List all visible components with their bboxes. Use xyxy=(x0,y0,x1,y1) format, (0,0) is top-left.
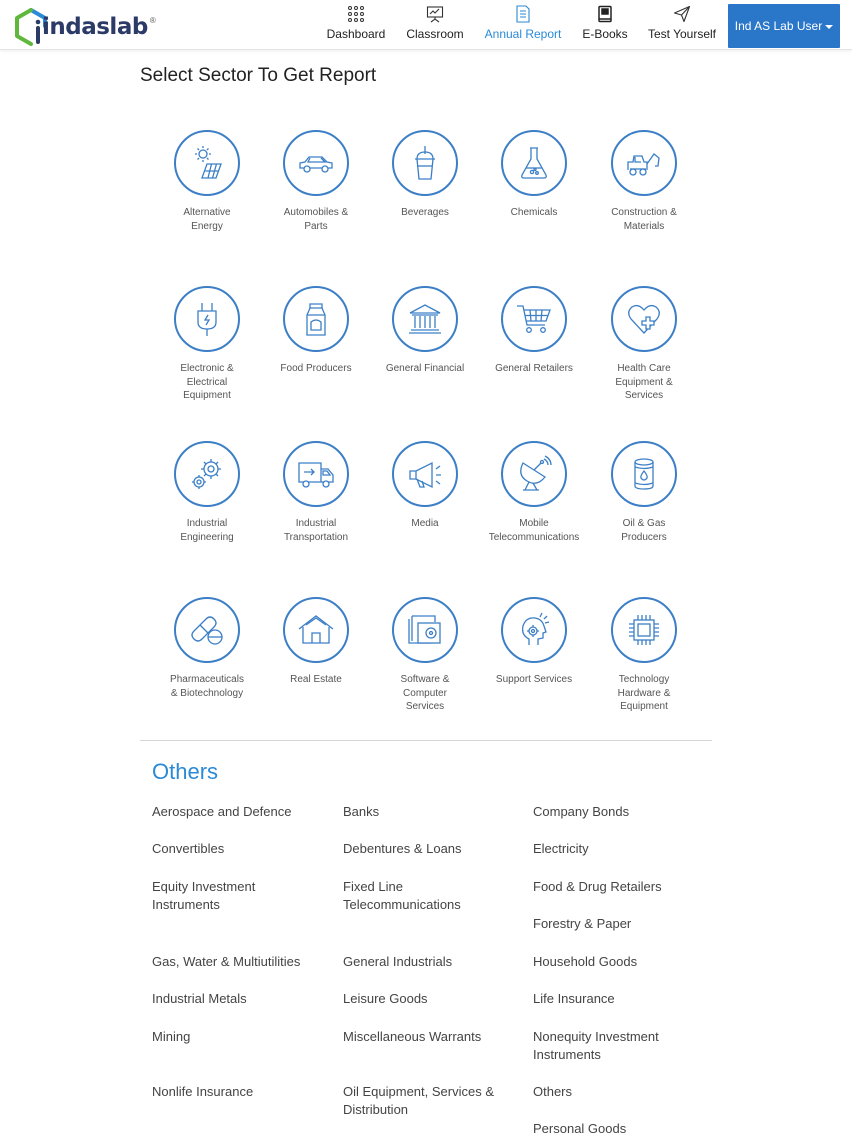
other-sector-link[interactable]: General Industrials xyxy=(343,954,453,969)
sector-label: Media xyxy=(411,518,439,529)
sector-icon-circle xyxy=(174,286,240,352)
other-sector-link[interactable]: Miscellaneous Warrants xyxy=(343,1029,482,1044)
pills-icon xyxy=(188,611,226,649)
sector-icon-circle xyxy=(611,286,677,352)
microchip-icon xyxy=(625,611,663,649)
sector-label: Food Producers xyxy=(280,363,352,374)
nav-label: E-Books xyxy=(582,27,628,41)
other-sector-link[interactable]: Mining xyxy=(152,1029,191,1044)
house-icon xyxy=(297,611,335,649)
drink-cup-icon xyxy=(406,144,444,182)
sector-icon-circle xyxy=(611,597,677,663)
grid-icon xyxy=(347,5,365,23)
sector-label: Oil & Gas Producers xyxy=(621,518,667,543)
sector-icon-circle xyxy=(392,286,458,352)
sector-label: Beverages xyxy=(401,207,449,218)
sector-icon-circle xyxy=(283,286,349,352)
registered-mark: ® xyxy=(149,16,156,25)
other-sector-link[interactable]: Company Bonds xyxy=(533,804,630,819)
nav-label: Test Yourself xyxy=(647,27,717,41)
sector-label: Industrial Transportation xyxy=(283,518,349,543)
satellite-dish-icon xyxy=(515,455,553,493)
sector-icon-circle xyxy=(501,597,567,663)
sector-label: Technology Hardware & Equipment xyxy=(617,674,671,712)
sector-technology-hardware[interactable] xyxy=(584,597,704,714)
sector-label: Automobiles & Parts xyxy=(283,207,349,232)
sector-industrial-transportation[interactable] xyxy=(256,441,376,544)
other-sector-link[interactable]: Aerospace and Defence xyxy=(152,804,292,819)
nav-label: Annual Report xyxy=(484,27,562,41)
bank-building-icon xyxy=(406,300,444,338)
sector-label: Construction & Materials xyxy=(611,207,677,232)
sector-label: Software & Computer Services xyxy=(400,674,450,712)
other-sector-link[interactable]: Nonequity Investment Instruments xyxy=(533,1029,659,1062)
sector-software-computer[interactable] xyxy=(365,597,485,714)
sector-icon-circle xyxy=(174,130,240,196)
sector-food-producers[interactable] xyxy=(256,286,376,376)
sector-electronic-electrical[interactable] xyxy=(147,286,267,403)
sector-label: General Financial xyxy=(385,363,465,374)
sector-icon-circle xyxy=(283,597,349,663)
other-sector-link[interactable]: Debentures & Loans xyxy=(343,841,462,856)
other-sector-link[interactable]: Forestry & Paper xyxy=(533,916,632,931)
other-sector-link[interactable]: Oil Equipment, Services & Distribution xyxy=(343,1084,495,1117)
sector-label: Mobile Telecommunications xyxy=(488,518,580,543)
sector-label: Electronic & Electrical Equipment xyxy=(180,363,234,401)
sector-icon-circle xyxy=(283,441,349,507)
other-sector-link[interactable]: Electricity xyxy=(533,841,589,856)
other-sector-link[interactable]: Convertibles xyxy=(152,841,225,856)
others-heading: Others xyxy=(152,759,219,784)
other-sector-link[interactable]: Life Insurance xyxy=(533,991,615,1006)
megaphone-icon xyxy=(406,455,444,493)
sector-construction-materials[interactable] xyxy=(584,130,704,233)
brand-logo[interactable] xyxy=(14,8,156,46)
sector-support-services[interactable] xyxy=(474,597,594,687)
sector-label: Alternative Energy xyxy=(183,207,231,232)
sector-media[interactable] xyxy=(365,441,485,531)
flask-icon xyxy=(515,144,553,182)
sector-oil-gas[interactable] xyxy=(584,441,704,544)
other-sector-link[interactable]: Leisure Goods xyxy=(343,991,428,1006)
sector-health-care[interactable] xyxy=(584,286,704,403)
book-icon xyxy=(596,5,614,23)
sector-icon-circle xyxy=(392,441,458,507)
top-navbar xyxy=(0,0,852,50)
presentation-icon xyxy=(426,5,444,23)
sector-mobile-telecom[interactable] xyxy=(474,441,594,544)
sector-beverages[interactable] xyxy=(365,130,485,220)
sector-icon-circle xyxy=(611,130,677,196)
sector-general-financial[interactable] xyxy=(365,286,485,376)
sector-label: Chemicals xyxy=(510,207,558,218)
nav-classroom[interactable] xyxy=(404,0,466,50)
nav-annual-report[interactable] xyxy=(482,0,564,50)
nav-ebooks[interactable] xyxy=(580,0,630,50)
delivery-truck-icon xyxy=(297,455,335,493)
section-divider xyxy=(140,740,712,741)
caret-down-icon xyxy=(825,25,833,29)
sector-icon-circle xyxy=(283,130,349,196)
sector-icon-circle xyxy=(501,130,567,196)
other-sector-link[interactable]: Equity Investment Instruments xyxy=(152,879,256,912)
nav-label: Classroom xyxy=(406,27,464,41)
paper-plane-icon xyxy=(673,5,691,23)
other-sector-link[interactable]: Industrial Metals xyxy=(152,991,247,1006)
page-title: Select Sector To Get Report xyxy=(140,65,377,86)
sector-icon-circle xyxy=(174,597,240,663)
gears-icon xyxy=(188,455,226,493)
sector-alternative-energy[interactable] xyxy=(147,130,267,233)
other-sector-link[interactable]: Household Goods xyxy=(533,954,638,969)
car-icon xyxy=(297,144,335,182)
sector-icon-circle xyxy=(392,597,458,663)
sector-label: Health Care Equipment & Services xyxy=(615,363,673,401)
other-sector-link[interactable]: Personal Goods xyxy=(533,1121,627,1136)
plug-icon xyxy=(188,300,226,338)
nav-test-yourself[interactable] xyxy=(646,0,718,50)
support-head-icon xyxy=(515,611,553,649)
other-sector-link[interactable]: Nonlife Insurance xyxy=(152,1084,254,1099)
user-menu-button[interactable] xyxy=(728,4,840,48)
sector-pharmaceuticals[interactable] xyxy=(147,597,267,700)
sector-icon-circle xyxy=(611,441,677,507)
solar-panel-icon xyxy=(188,144,226,182)
nav-label: Dashboard xyxy=(326,27,386,41)
sector-automobiles-parts[interactable] xyxy=(256,130,376,233)
other-sector-link[interactable]: Others xyxy=(533,1084,573,1099)
user-name: Ind AS Lab User xyxy=(734,19,823,33)
sector-real-estate[interactable] xyxy=(256,597,376,687)
sector-label: General Retailers xyxy=(495,363,573,374)
sector-icon-circle xyxy=(501,441,567,507)
other-sector-link[interactable]: Gas, Water & Multiutilities xyxy=(152,954,301,969)
excavator-icon xyxy=(625,144,663,182)
software-disc-icon xyxy=(406,611,444,649)
document-icon xyxy=(514,5,532,23)
nav-dashboard[interactable] xyxy=(324,0,388,50)
oil-barrel-icon xyxy=(625,455,663,493)
sector-industrial-engineering[interactable] xyxy=(147,441,267,544)
sector-label: Real Estate xyxy=(290,674,342,685)
heart-plus-icon xyxy=(625,300,663,338)
other-sector-link[interactable]: Fixed Line Telecommunications xyxy=(343,879,461,912)
sector-icon-circle xyxy=(174,441,240,507)
sector-label: Support Services xyxy=(495,674,573,685)
sector-chemicals[interactable] xyxy=(474,130,594,220)
sector-general-retailers[interactable] xyxy=(474,286,594,376)
sector-icon-circle xyxy=(501,286,567,352)
sector-label: Pharmaceuticals & Biotechnology xyxy=(170,674,244,699)
sector-icon-circle xyxy=(392,130,458,196)
sector-label: Industrial Engineering xyxy=(180,518,234,543)
brand-name: indaslab xyxy=(42,14,148,40)
other-sector-link[interactable]: Banks xyxy=(343,804,380,819)
milk-carton-icon xyxy=(297,300,335,338)
shopping-cart-icon xyxy=(515,300,553,338)
other-sector-link[interactable]: Food & Drug Retailers xyxy=(533,879,662,894)
